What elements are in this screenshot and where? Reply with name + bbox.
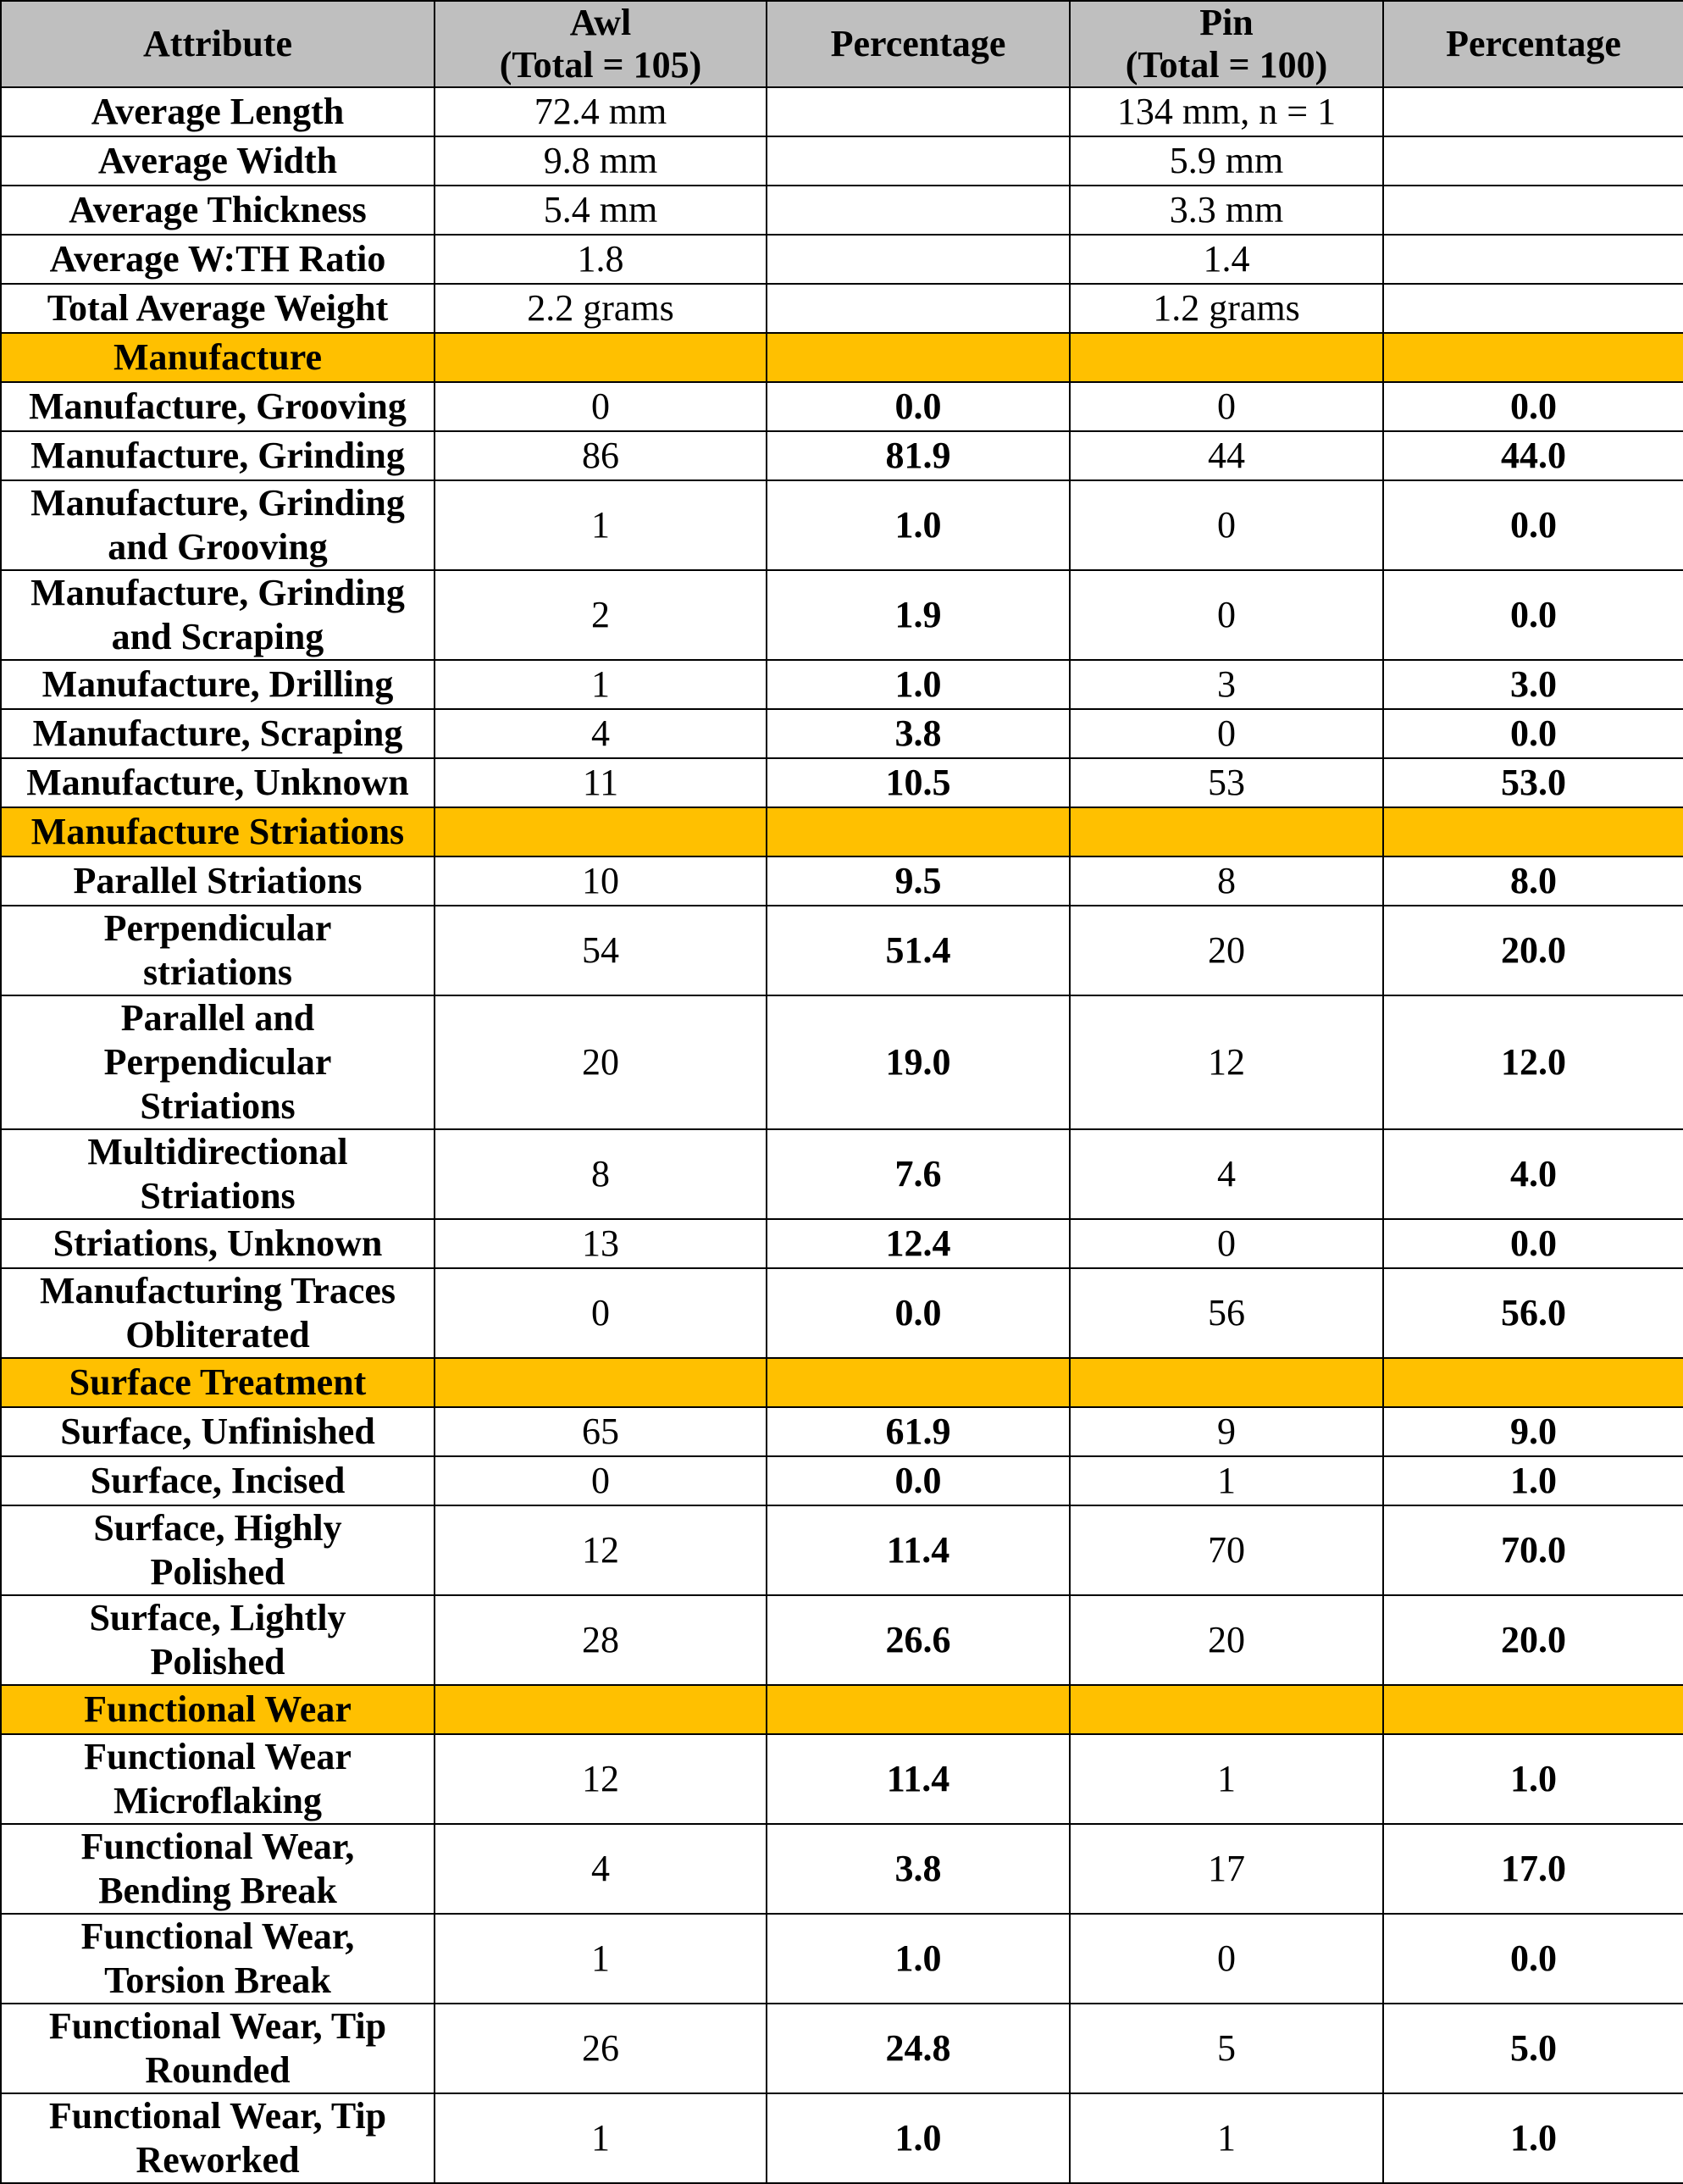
pin-percentage-cell: 0.0	[1383, 480, 1683, 570]
header-pin-total: (Total = 100)	[1125, 44, 1328, 86]
pin-percentage-cell: 12.0	[1383, 995, 1683, 1129]
section-empty-cell	[1383, 333, 1683, 382]
section-empty-cell	[767, 1358, 1070, 1407]
awl-count-cell: 10	[435, 856, 767, 906]
section-empty-cell	[1383, 1685, 1683, 1734]
attribute-cell	[1, 431, 435, 480]
attribute-label-line: Manufacture, Grinding	[30, 482, 405, 524]
attribute-cell	[1, 480, 435, 570]
table-row	[1, 1734, 1683, 1824]
attribute-label-line: Bending Break	[98, 1870, 337, 1911]
pin-percentage-cell: 3.0	[1383, 660, 1683, 709]
attribute-label-line: striations	[143, 951, 292, 993]
section-empty-cell	[435, 807, 767, 856]
awl-percentage-cell: 19.0	[767, 995, 1070, 1129]
awl-percentage-cell: 1.0	[767, 2093, 1070, 2183]
pin-percentage-cell: 0.0	[1383, 1219, 1683, 1268]
attribute-label-line: Microflaking	[113, 1780, 323, 1821]
awl-count-cell: 11	[435, 758, 767, 807]
attribute-label-line: Surface, Unfinished	[60, 1411, 375, 1452]
pin-count-cell: 9	[1070, 1407, 1383, 1456]
table-row	[1, 758, 1683, 807]
attribute-label-line: Perpendicular	[103, 907, 332, 949]
pin-count-cell: 53	[1070, 758, 1383, 807]
attribute-label-line: Striations, Unknown	[53, 1222, 383, 1264]
attribute-label-line: Average Thickness	[69, 189, 367, 230]
pin-count-cell: 134 mm, n = 1	[1070, 87, 1383, 136]
awl-count-cell: 1.8	[435, 235, 767, 284]
section-row	[1, 333, 1683, 382]
awl-percentage-cell: 3.8	[767, 709, 1070, 758]
attribute-cell	[1, 995, 435, 1129]
attribute-label-line: Surface, Incised	[90, 1460, 346, 1501]
table-row	[1, 660, 1683, 709]
header-awl	[435, 1, 767, 87]
attribute-cell	[1, 1407, 435, 1456]
pin-count-cell: 17	[1070, 1824, 1383, 1914]
pin-count-cell: 12	[1070, 995, 1383, 1129]
pin-percentage-cell: 0.0	[1383, 1914, 1683, 2004]
pin-percentage-cell: 0.0	[1383, 570, 1683, 660]
header-awl-percentage: Percentage	[767, 1, 1070, 87]
attribute-label-line: Functional Wear, Tip	[48, 2095, 387, 2137]
attribute-label-line: Manufacture, Scraping	[32, 712, 403, 754]
attribute-label-line: Average W:TH Ratio	[49, 238, 386, 280]
awl-count-cell: 26	[435, 2004, 767, 2093]
attribute-label-line: Polished	[150, 1641, 285, 1682]
pin-percentage-cell: 1.0	[1383, 1456, 1683, 1505]
awl-count-cell: 0	[435, 1456, 767, 1505]
section-title	[1, 1358, 435, 1407]
awl-percentage-cell: 0.0	[767, 382, 1070, 431]
table-body	[1, 87, 1683, 2183]
attribute-label-line: Manufacture, Unknown	[26, 762, 409, 803]
section-empty-cell	[435, 1358, 767, 1407]
header-pin-title: Pin	[1199, 2, 1254, 43]
pin-percentage-cell: 0.0	[1383, 709, 1683, 758]
section-row	[1, 1685, 1683, 1734]
attribute-cell	[1, 660, 435, 709]
section-title	[1, 1685, 435, 1734]
awl-count-cell: 12	[435, 1505, 767, 1595]
section-empty-cell	[1070, 1685, 1383, 1734]
attribute-cell	[1, 1595, 435, 1685]
pin-count-cell: 1	[1070, 2093, 1383, 2183]
attribute-label-line: Multidirectional	[87, 1131, 348, 1172]
table-row	[1, 1456, 1683, 1505]
attribute-cell	[1, 2093, 435, 2183]
awl-count-cell: 2	[435, 570, 767, 660]
attribute-label-line: Torsion Break	[104, 1960, 331, 2001]
awl-count-cell: 20	[435, 995, 767, 1129]
attribute-cell	[1, 382, 435, 431]
attribute-cell	[1, 186, 435, 235]
awl-percentage-cell: 0.0	[767, 1456, 1070, 1505]
pin-count-cell: 3.3 mm	[1070, 186, 1383, 235]
attribute-cell	[1, 136, 435, 186]
pin-count-cell: 1	[1070, 1456, 1383, 1505]
header-awl-total: (Total = 105)	[499, 44, 702, 86]
table-row	[1, 480, 1683, 570]
pin-percentage-cell	[1383, 284, 1683, 333]
table-row	[1, 709, 1683, 758]
awl-percentage-cell: 10.5	[767, 758, 1070, 807]
table-row	[1, 570, 1683, 660]
pin-percentage-cell: 20.0	[1383, 1595, 1683, 1685]
attribute-label-line: and Scraping	[111, 616, 324, 657]
pin-count-cell: 0	[1070, 480, 1383, 570]
table-row	[1, 1219, 1683, 1268]
attribute-label-line: Parallel and	[120, 997, 315, 1039]
attribute-label-line: Rounded	[145, 2049, 291, 2091]
awl-count-cell: 1	[435, 1914, 767, 2004]
table-row	[1, 1505, 1683, 1595]
table-row	[1, 2004, 1683, 2093]
pin-count-cell: 4	[1070, 1129, 1383, 1219]
awl-percentage-cell: 12.4	[767, 1219, 1070, 1268]
attribute-label-line: Parallel Striations	[73, 860, 363, 901]
attribute-cell	[1, 1268, 435, 1358]
awl-count-cell: 1	[435, 480, 767, 570]
attribute-label-line: Striations	[140, 1085, 296, 1127]
pin-percentage-cell: 70.0	[1383, 1505, 1683, 1595]
attribute-label-line: Surface Treatment	[69, 1361, 367, 1403]
attribute-cell	[1, 1219, 435, 1268]
attribute-label-line: Perpendicular	[103, 1041, 332, 1083]
pin-percentage-cell	[1383, 235, 1683, 284]
table-row	[1, 2093, 1683, 2183]
awl-count-cell: 12	[435, 1734, 767, 1824]
attribute-cell	[1, 1734, 435, 1824]
attribute-cell	[1, 856, 435, 906]
attribute-cell	[1, 284, 435, 333]
section-row	[1, 807, 1683, 856]
awl-count-cell: 1	[435, 660, 767, 709]
pin-count-cell: 5	[1070, 2004, 1383, 2093]
attribute-cell	[1, 1914, 435, 2004]
header-row	[1, 1, 1683, 87]
attribute-label-line: Surface, Highly	[93, 1507, 342, 1549]
attribute-label-line: Manufacture, Grinding	[30, 435, 405, 476]
awl-percentage-cell	[767, 235, 1070, 284]
table-row	[1, 431, 1683, 480]
header-attribute: Attribute	[1, 1, 435, 87]
awl-count-cell: 86	[435, 431, 767, 480]
attribute-cell	[1, 2004, 435, 2093]
pin-percentage-cell	[1383, 136, 1683, 186]
awl-count-cell: 4	[435, 1824, 767, 1914]
awl-count-cell: 54	[435, 906, 767, 995]
awl-percentage-cell: 7.6	[767, 1129, 1070, 1219]
pin-count-cell: 1.4	[1070, 235, 1383, 284]
attribute-label-line: Obliterated	[125, 1314, 310, 1355]
table-row	[1, 284, 1683, 333]
header-awl-title: Awl	[569, 2, 632, 43]
awl-count-cell: 13	[435, 1219, 767, 1268]
pin-count-cell: 1	[1070, 1734, 1383, 1824]
pin-count-cell: 20	[1070, 906, 1383, 995]
pin-percentage-cell	[1383, 87, 1683, 136]
attribute-cell	[1, 1505, 435, 1595]
attribute-label-line: Manufacture, Grooving	[29, 385, 407, 427]
awl-percentage-cell: 11.4	[767, 1505, 1070, 1595]
section-empty-cell	[435, 333, 767, 382]
attribute-label-line: Average Length	[91, 91, 345, 132]
awl-percentage-cell: 3.8	[767, 1824, 1070, 1914]
table-row	[1, 1407, 1683, 1456]
attribute-label-line: Manufacture, Drilling	[42, 663, 394, 705]
section-empty-cell	[1070, 333, 1383, 382]
attribute-cell	[1, 758, 435, 807]
pin-percentage-cell: 44.0	[1383, 431, 1683, 480]
table-row	[1, 906, 1683, 995]
awl-percentage-cell: 51.4	[767, 906, 1070, 995]
attribute-label-line: Average Width	[97, 140, 338, 181]
attribute-cell	[1, 1824, 435, 1914]
pin-count-cell: 70	[1070, 1505, 1383, 1595]
pin-percentage-cell: 1.0	[1383, 2093, 1683, 2183]
attribute-cell	[1, 1456, 435, 1505]
attribute-label-line: Functional Wear,	[80, 1915, 355, 1957]
header-pin-percentage: Percentage	[1383, 1, 1683, 87]
attribute-label-line: Polished	[150, 1551, 285, 1593]
attribute-label-line: Manufacturing Traces	[40, 1270, 396, 1311]
attribute-label-line: Functional Wear, Tip	[48, 2005, 387, 2047]
awl-percentage-cell: 1.0	[767, 1914, 1070, 2004]
pin-count-cell: 5.9 mm	[1070, 136, 1383, 186]
table-row	[1, 1914, 1683, 2004]
section-empty-cell	[435, 1685, 767, 1734]
attribute-label-line: Functional Wear,	[80, 1826, 355, 1867]
awl-count-cell: 1	[435, 2093, 767, 2183]
pin-percentage-cell: 5.0	[1383, 2004, 1683, 2093]
section-empty-cell	[1383, 807, 1683, 856]
attribute-cell	[1, 906, 435, 995]
pin-percentage-cell: 1.0	[1383, 1734, 1683, 1824]
pin-count-cell: 44	[1070, 431, 1383, 480]
section-row	[1, 1358, 1683, 1407]
table-row	[1, 382, 1683, 431]
section-empty-cell	[767, 807, 1070, 856]
awl-count-cell: 2.2 grams	[435, 284, 767, 333]
pin-percentage-cell: 53.0	[1383, 758, 1683, 807]
attribute-cell	[1, 87, 435, 136]
attribute-label-line: Manufacture	[113, 336, 323, 378]
awl-count-cell: 8	[435, 1129, 767, 1219]
pin-count-cell: 0	[1070, 1219, 1383, 1268]
pin-percentage-cell: 20.0	[1383, 906, 1683, 995]
awl-percentage-cell	[767, 87, 1070, 136]
table-row	[1, 136, 1683, 186]
section-empty-cell	[1383, 1358, 1683, 1407]
table-row	[1, 1595, 1683, 1685]
pin-percentage-cell	[1383, 186, 1683, 235]
pin-count-cell: 56	[1070, 1268, 1383, 1358]
attribute-label-line: Reworked	[136, 2139, 300, 2181]
awl-percentage-cell: 1.0	[767, 480, 1070, 570]
awl-percentage-cell: 24.8	[767, 2004, 1070, 2093]
awl-percentage-cell: 11.4	[767, 1734, 1070, 1824]
awl-percentage-cell	[767, 186, 1070, 235]
awl-percentage-cell	[767, 136, 1070, 186]
section-empty-cell	[767, 333, 1070, 382]
table-row	[1, 186, 1683, 235]
table-row	[1, 995, 1683, 1129]
section-title	[1, 807, 435, 856]
pin-count-cell: 3	[1070, 660, 1383, 709]
pin-count-cell: 0	[1070, 570, 1383, 660]
attribute-label-line: Total Average Weight	[47, 287, 389, 329]
section-title	[1, 333, 435, 382]
attribute-cell	[1, 709, 435, 758]
attribute-cell	[1, 570, 435, 660]
pin-count-cell: 0	[1070, 382, 1383, 431]
pin-count-cell: 8	[1070, 856, 1383, 906]
pin-percentage-cell: 17.0	[1383, 1824, 1683, 1914]
table-row	[1, 87, 1683, 136]
awl-percentage-cell: 61.9	[767, 1407, 1070, 1456]
pin-percentage-cell: 8.0	[1383, 856, 1683, 906]
awl-count-cell: 28	[435, 1595, 767, 1685]
attribute-label-line: Manufacture, Grinding	[30, 572, 405, 613]
attribute-label-line: Functional Wear	[84, 1736, 352, 1777]
attribute-label-line: Functional Wear	[84, 1688, 352, 1730]
section-empty-cell	[1070, 1358, 1383, 1407]
pin-count-cell: 0	[1070, 709, 1383, 758]
pin-percentage-cell: 0.0	[1383, 382, 1683, 431]
pin-percentage-cell: 56.0	[1383, 1268, 1683, 1358]
pin-count-cell: 1.2 grams	[1070, 284, 1383, 333]
table-row	[1, 235, 1683, 284]
awl-count-cell: 65	[435, 1407, 767, 1456]
attribute-label-line: Surface, Lightly	[89, 1597, 346, 1638]
awl-count-cell: 5.4 mm	[435, 186, 767, 235]
table-row	[1, 1129, 1683, 1219]
section-empty-cell	[767, 1685, 1070, 1734]
awl-percentage-cell: 9.5	[767, 856, 1070, 906]
awl-percentage-cell	[767, 284, 1070, 333]
awl-percentage-cell: 26.6	[767, 1595, 1070, 1685]
pin-percentage-cell: 9.0	[1383, 1407, 1683, 1456]
attribute-label-line: Manufacture Striations	[30, 811, 405, 852]
attribute-cell	[1, 1129, 435, 1219]
awl-count-cell: 0	[435, 382, 767, 431]
attribute-label-line: and Grooving	[108, 526, 328, 568]
awl-percentage-cell: 0.0	[767, 1268, 1070, 1358]
attribute-cell	[1, 235, 435, 284]
pin-count-cell: 20	[1070, 1595, 1383, 1685]
awl-count-cell: 0	[435, 1268, 767, 1358]
awl-count-cell: 9.8 mm	[435, 136, 767, 186]
awl-percentage-cell: 81.9	[767, 431, 1070, 480]
awl-count-cell: 4	[435, 709, 767, 758]
awl-count-cell: 72.4 mm	[435, 87, 767, 136]
section-empty-cell	[1070, 807, 1383, 856]
pin-percentage-cell: 4.0	[1383, 1129, 1683, 1219]
table-row	[1, 856, 1683, 906]
header-pin	[1070, 1, 1383, 87]
pin-count-cell: 0	[1070, 1914, 1383, 2004]
awl-percentage-cell: 1.0	[767, 660, 1070, 709]
table-row	[1, 1824, 1683, 1914]
attribute-label-line: Striations	[140, 1175, 296, 1217]
awl-percentage-cell: 1.9	[767, 570, 1070, 660]
table-row	[1, 1268, 1683, 1358]
